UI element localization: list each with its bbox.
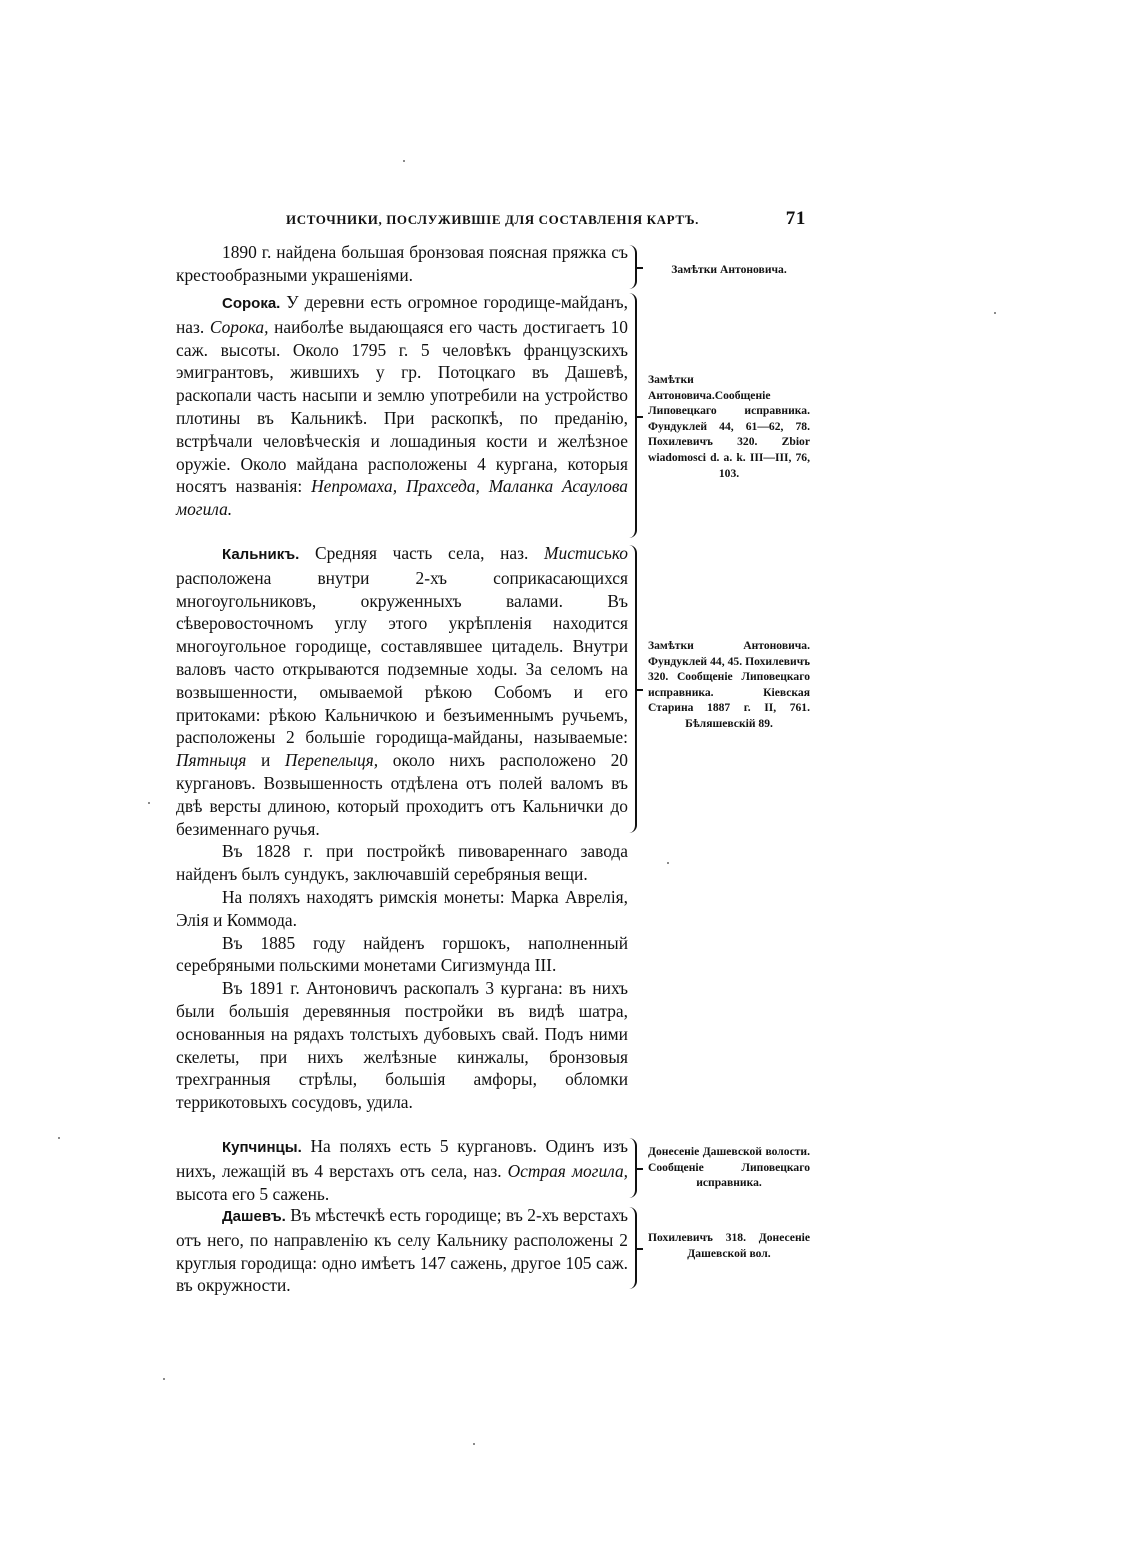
note-kupchintsy: Донесеніе Дашевской волости. Сообщеніе Липовецкаго исправника. [648,1145,810,1190]
paragraph-coins: На поляхъ находятъ римскія монеты: Марка Аврелія, Элія и Коммода. [176,886,628,930]
scan-speck [163,1378,165,1380]
entry-soroka [176,291,628,521]
entry-title: Кальникъ. [222,546,300,563]
paragraph-buckle [176,241,628,287]
entry-kalnik-text [176,542,628,840]
paragraph-1885: Въ 1885 году найденъ горшокъ, наполненный серебряными польскими монетами Сигизмунда III. [176,932,628,976]
entry-kupchintsy [176,1135,628,1205]
place-name: Острая могила, [507,1160,628,1181]
note-dashev: Похилевичъ 318. Донесеніе Дашевской вол. [648,1231,810,1260]
scan-speck [667,862,669,864]
paragraph-1828: Въ 1828 г. при постройкѣ пивовареннаго завода найденъ былъ сундукъ, заключавшій серебряныя вещи. [176,841,628,885]
entry-dashev [176,1204,628,1297]
entry-kalnik [176,542,628,1114]
scan-speck [403,160,405,162]
note-antonovich-1: Замѣтки Антоновича. [671,263,787,276]
entry-title: Купчинцы. [222,1139,302,1156]
scan-speck [473,1443,475,1445]
text: На поляхъ есть 5 кургановъ. Одинъ изъ нихъ, лежащій въ 4 верстахъ отъ села, наз. [176,1136,628,1181]
paragraph-text: 1890 г. найдена большая бронзовая поясная пряжка съ крестообразными украшеніями. [176,242,628,285]
note-kalnik: Замѣтки Антоновича. Фундуклей 44, 45. Похилевичъ 320. Сообщеніе Липовецкаго исправника. Кіевская Старина 1887 г. II, 761. Бѣляшевскій 89. [648,639,810,730]
place-name: Перепелыця, [284,750,379,771]
brace [628,1138,637,1198]
text: У деревни есть огромное городище-майданъ, наз. [176,292,628,337]
scan-speck [994,312,996,314]
brace [628,1207,637,1289]
entry-title: Дашевъ. [222,1208,286,1225]
text: расположена внутри 2-хъ соприкасающихся многоугольниковъ, окруженныхъ валами. Въ сѣверовосточномъ углу этого укрѣпленія находится многоугольное городище, составлявшее цитадель. Внутри валовъ часто открываются подземные ходы. За селомъ на возвышенности, омываемой рѣкою Собомъ и его притоками: рѣкою Кальничкою и безъименнымъ ручьемъ, расположены 2 большіе городища-майданы, называемые: [176,567,628,748]
entry-dashev-text [176,1204,628,1297]
running-header [286,208,806,229]
text: Въ мѣстечкѣ есть городище; въ 2-хъ верстахъ отъ него, по направленію къ селу Кальнику расположены 2 круглыя городища: одно имѣетъ 147 сажень, другое 105 саж. въ окружности. [176,1205,628,1296]
brace [628,245,637,289]
note-soroka: Замѣтки Антоновича.Сообщеніе Липовецкаго исправника. Фундуклей 44, 61—62, 78. Похилевичъ 320. Zbior wiadomosci d. a. k. III—III, 76, 103. [648,373,810,480]
text: наиболѣе выдающаяся его часть достигаетъ 10 саж. высоты. Около 1795 г. 5 человѣкъ французскихъ эмигрантовъ, жившихъ у гр. Потоцкаго въ Дашевѣ, раскопали часть насыпи и землю употребили на устройство плотины въ Кальникѣ. При раскопкѣ, по преданію, встрѣчали человѣческія и лошадиныя кости и желѣзное оружіе. Около майдана расположены 4 кургана, которыя носятъ названія: [176,316,629,497]
running-title: ИСТОЧНИКИ, ПОСЛУЖИВШІЕ ДЛЯ СОСТАВЛЕНІЯ КАРТЪ. [286,212,700,227]
brace [628,545,637,833]
paragraph-1891: Въ 1891 г. Антоновичъ раскопалъ 3 кургана: въ нихъ были большія деревянныя постройки въ видѣ шатра, основанныя на рядахъ толстыхъ дубовыхъ свай. Подъ ними скелеты, при нихъ желѣзные кинжалы, бронзовыя трехгранныя стрѣлы, большія амфоры, обломки террикотовыхъ сосудовъ, удила. [176,978,628,1113]
text: высота его 5 сажень. [176,1183,330,1204]
scan-speck [148,802,150,804]
text: Средняя часть села, наз. [299,543,545,563]
place-name: Сорока, [209,316,269,337]
page-number: 71 [785,208,806,229]
place-name: Пятныця [176,750,247,771]
entry-soroka-text [176,291,628,521]
entry-kupchintsy-text [176,1135,628,1205]
text: около нихъ расположено 20 кургановъ. Возвышенность отдѣлена отъ полей валомъ въ двѣ версты длиною, который проходитъ отъ Кальнички до безименнаго ручья. [176,750,628,839]
text: и [246,750,285,771]
brace [628,293,637,538]
kurgan-names: Непромаха, Прахседа, Маланка Асаулова могила. [176,476,628,520]
entry-title: Сорока. [222,295,281,312]
place-name: Мистисько [544,543,628,563]
scan-speck [58,1137,60,1139]
